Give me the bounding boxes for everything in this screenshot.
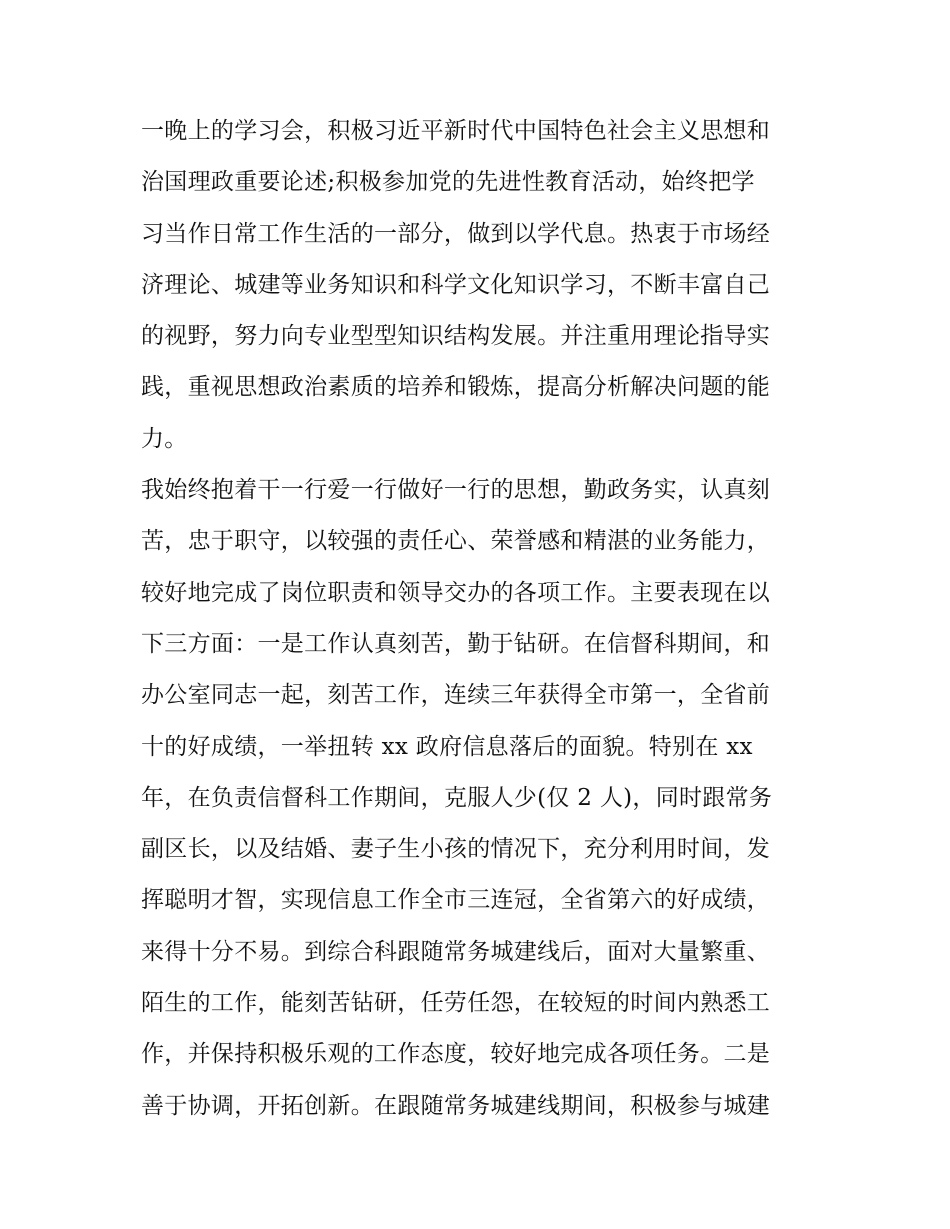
text-line: 践，重视思想政治素质的培养和锻炼，提高分析解决问题的能 <box>141 374 771 401</box>
text-line: 副区长，以及结婚、妻子生小孩的情况下，充分利用时间，发 <box>141 836 771 863</box>
text-line: 来得十分不易。到综合科跟随常务城建线后，面对大量繁重、 <box>141 938 771 965</box>
text-line: 的视野，努力向专业型型知识结构发展。并注重用理论指导实 <box>141 323 771 350</box>
text-line: 力。 <box>141 425 188 452</box>
text-line: 十的好成绩，一举扭转 xx 政府信息落后的面貌。特别在 xx <box>141 733 753 760</box>
text-line: 下三方面：一是工作认真刻苦，勤于钻研。在信督科期间，和 <box>141 630 771 657</box>
text-line: 年，在负责信督科工作期间，克服人少(仅 2 人)，同时跟常务 <box>141 784 773 811</box>
text-line: 作，并保持积极乐观的工作态度，较好地完成各项任务。二是 <box>141 1041 771 1068</box>
text-line: 陌生的工作，能刻苦钻研，任劳任怨，在较短的时间内熟悉工 <box>141 990 771 1017</box>
text-line: 办公室同志一起，刻苦工作，连续三年获得全市第一，全省前 <box>141 682 771 709</box>
text-line: 苦，忠于职守，以较强的责任心、荣誉感和精湛的业务能力， <box>141 528 771 555</box>
text-line: 我始终抱着干一行爱一行做好一行的思想，勤政务实，认真刻 <box>141 477 771 504</box>
text-line: 习当作日常工作生活的一部分，做到以学代息。热衷于市场经 <box>141 220 771 247</box>
text-line: 挥聪明才智，实现信息工作全市三连冠，全省第六的好成绩， <box>141 887 771 914</box>
body-text <box>141 106 821 1132</box>
text-line: 治国理政重要论述;积极参加党的先进性教育活动，始终把学 <box>141 169 755 196</box>
text-line: 济理论、城建等业务知识和科学文化知识学习，不断丰富自己 <box>141 271 771 298</box>
text-line: 较好地完成了岗位职责和领导交办的各项工作。主要表现在以 <box>141 579 771 606</box>
text-line: 善于协调，开拓创新。在跟随常务城建线期间，积极参与城建 <box>141 1092 771 1119</box>
text-line: 一晚上的学习会，积极习近平新时代中国特色社会主义思想和 <box>141 118 771 144</box>
